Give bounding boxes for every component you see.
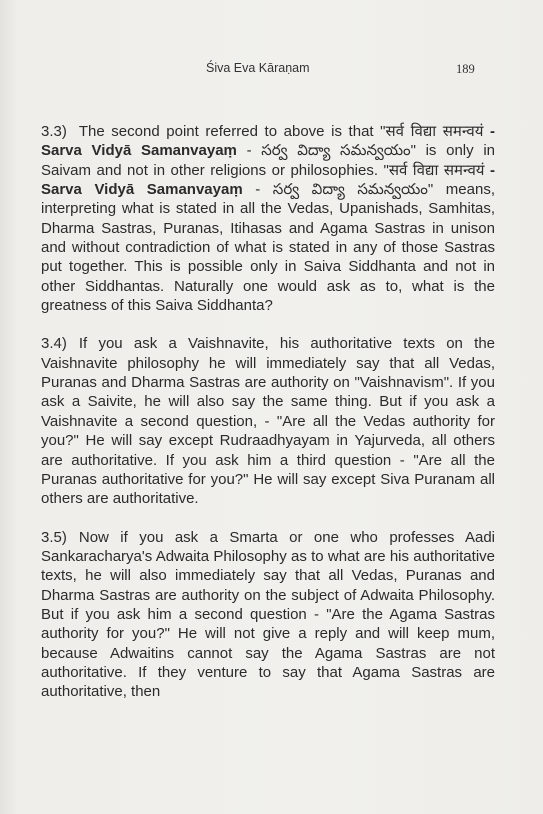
paragraph-3-4: [41, 334, 495, 508]
paragraph-text: Now if you ask a Smarta or one who professes Aadi Sankaracharya's Adwaita Philosophy as to what are his authoritative texts, he will also immediately say that all Vedas, Puranas and Dharma Sastras are authority on the subject of Adwaita Philosophy. But if you ask him a second question - "Are the Agama Sastras authority for you?" He will not give a reply and will keep mum, because Adwaitins cannot say the Agama Sastras are not authoritative. If they venture to say that Agama Sastras are authoritative, then: [41, 528, 495, 701]
paragraph-text: - సర్వ విద్యా సమన్వయం" is only in Saivam and not in other religions or philosophies. "सर्व विद्या समन्वयं: [41, 142, 495, 179]
paragraph-text: If you ask a Vaishnavite, his authoritative texts on the Vaishnavite philosophy he will immediately say that all Vedas, Puranas and Dharma Sastras are authority on "Vaishnavism". If you ask a Saivite, he will also say the same thing. But if you ask a Vaishnavite a second question, - "Are all the Vedas authority for you?" He will say except Rudraadhyayam in Yajurveda, all others are authoritative. If you ask him a third question - "Are all the Puranas authoritative for you?" He will say except Siva Puranam all others are authoritative.: [41, 335, 495, 508]
transliteration-term: - Sarva Vidyā Samanvayaṃ: [41, 161, 495, 199]
page-number: 189: [456, 62, 475, 76]
paragraph-3-5: [41, 528, 495, 702]
transliteration-term: - Sarva Vidyā Samanvayaṃ: [41, 123, 495, 160]
paragraph-number: 3.3): [41, 123, 67, 140]
page-header: [0, 61, 543, 77]
paragraph-number: 3.5): [41, 528, 67, 546]
body-text: [41, 122, 495, 721]
running-title: Śiva Eva Kāraṇam: [206, 61, 310, 75]
paragraph-text: The second point referred to above is that "सर्व विद्या समन्वयं: [78, 123, 490, 140]
paragraph-3-3: [41, 122, 495, 315]
paragraph-number: 3.4): [41, 335, 67, 353]
paragraph-text: - సర్వ విద్యా సమన్వయం" means, interpreting what is stated in all the Vedas, Upanishads, Samhitas, Dharma Sastras, Puranas, Itihasas and Agama Sastras in unison and without contradiction of what is stated in any of those Sastras put together. This is possible only in Saiva Siddhanta and not in other Siddhantas. Naturally one would ask as to, what is the greatness of this Saiva Siddhanta?: [41, 181, 495, 315]
